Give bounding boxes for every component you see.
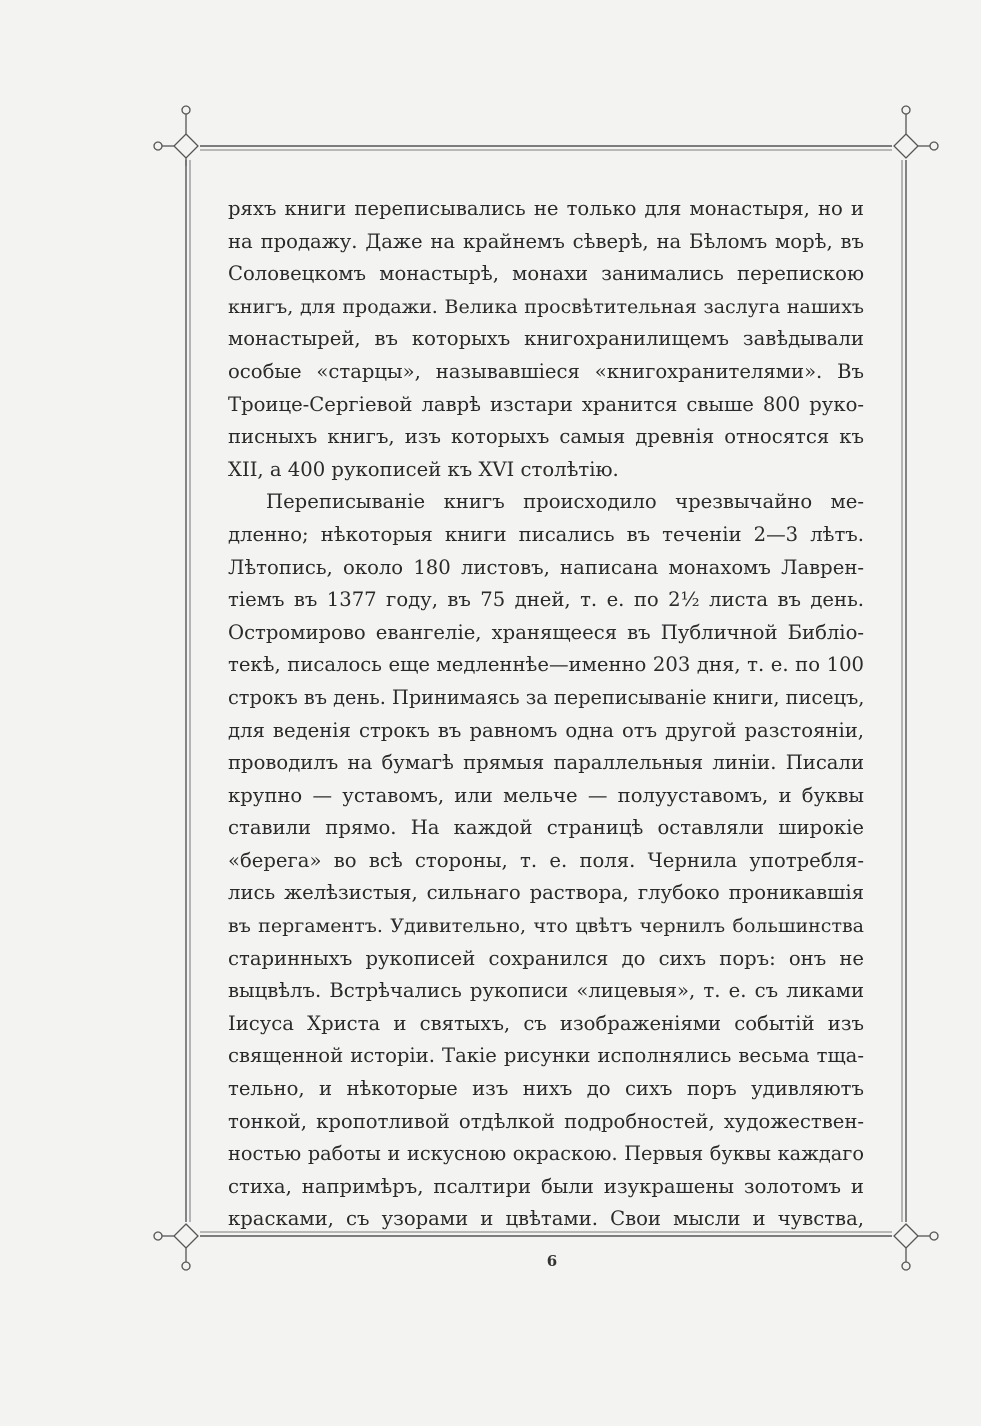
text-line: Троице-Сергіевой лаврѣ изстари хранится свыше 800 руко- [228, 392, 864, 416]
text-line: красками, съ узорами и цвѣтами. Свои мысли и чувства, [228, 1207, 864, 1231]
text-line: тонкой, кропотливой отдѣлкой подробностей, художествен- [228, 1109, 864, 1133]
text-line: на продажу. Даже на крайнемъ сѣверѣ, на Бѣломъ морѣ, въ [228, 229, 864, 253]
text-line: книгъ, для продажи. Велика просвѣтительная заслуга нашихъ [228, 295, 864, 318]
paragraph-1 [228, 193, 864, 486]
text-line: проводилъ на бумагѣ прямыя параллельныя линіи. Писали [228, 751, 864, 775]
text-line: въ пергаментъ. Удивительно, что цвѣтъ чернилъ большинства [228, 915, 864, 938]
text-line: ставили прямо. На каждой страницѣ оставляли широкіе [228, 816, 864, 840]
corner-ornament-bottom-right [894, 1224, 938, 1270]
text-line: Соловецкомъ монастырѣ, монахи занимались перепискою [228, 262, 864, 286]
body-text [228, 193, 864, 1236]
page-number: 6 [546, 1252, 558, 1270]
text-line: выцвѣлъ. Встрѣчались рукописи «лицевыя», т. е. съ ликами [228, 979, 864, 1003]
text-line: Іисуса Христа и святыхъ, съ изображеніями событій изъ [228, 1011, 864, 1035]
text-line: тельно, и нѣкоторые изъ нихъ до сихъ поръ удивляютъ [228, 1077, 864, 1101]
text-line: Лѣтопись, около 180 листовъ, написана монахомъ Лаврен- [228, 555, 864, 579]
text-line: Остромирово евангеліе, хранящееся въ Публичной Библіо- [228, 620, 864, 644]
corner-ornament-top-right [894, 106, 938, 158]
text-line: «берега» во всѣ стороны, т. е. поля. Чернила употребля- [228, 848, 864, 872]
corner-ornament-top-left [154, 106, 198, 166]
text-line: крупно — уставомъ, или мельче — полууставомъ, и буквы [228, 783, 864, 807]
text-line: текѣ, писалось еще медленнѣе—именно 203 дня, т. е. по 100 [228, 653, 864, 677]
text-line: стиха, напримѣръ, псалтири были изукрашены золотомъ и [228, 1174, 864, 1198]
text-line: дленно; нѣкоторыя книги писались въ теченіи 2—3 лѣтъ. [228, 522, 864, 546]
text-line: Переписываніе книгъ происходило чрезвычайно ме- [266, 490, 864, 514]
text-line: лись желѣзистыя, сильнаго раствора, глубоко проникавшія [228, 881, 864, 905]
text-line: старинныхъ рукописей сохранился до сихъ поръ: онъ не [228, 946, 864, 970]
text-line: особые «старцы», называвшіеся «книгохранителями». Въ [228, 359, 864, 383]
text-line: ностью работы и искусною окраскою. Первыя буквы каждаго [228, 1142, 864, 1166]
text-line: монастырей, въ которыхъ книгохранилищемъ завѣдывали [228, 327, 864, 351]
text-line: строкъ въ день. Принимаясь за переписываніе книги, писецъ, [228, 685, 865, 709]
text-line: ряхъ книги переписывались не только для монастыря, но и [228, 197, 864, 220]
corner-ornament-bottom-left [154, 1224, 198, 1270]
text-line: XII, а 400 рукописей къ XVI столѣтію. [228, 457, 619, 481]
text-line: тіемъ въ 1377 году, въ 75 дней, т. е. по 2½ листа въ день. [228, 588, 864, 612]
text-line: писныхъ книгъ, изъ которыхъ самыя древнія относятся къ [228, 425, 864, 449]
paragraph-2 [228, 486, 864, 1236]
text-line: священной исторіи. Такіе рисунки исполнялись весьма тща- [228, 1044, 864, 1068]
text-line: для веденія строкъ въ равномъ одна отъ другой разстояніи, [228, 718, 864, 742]
